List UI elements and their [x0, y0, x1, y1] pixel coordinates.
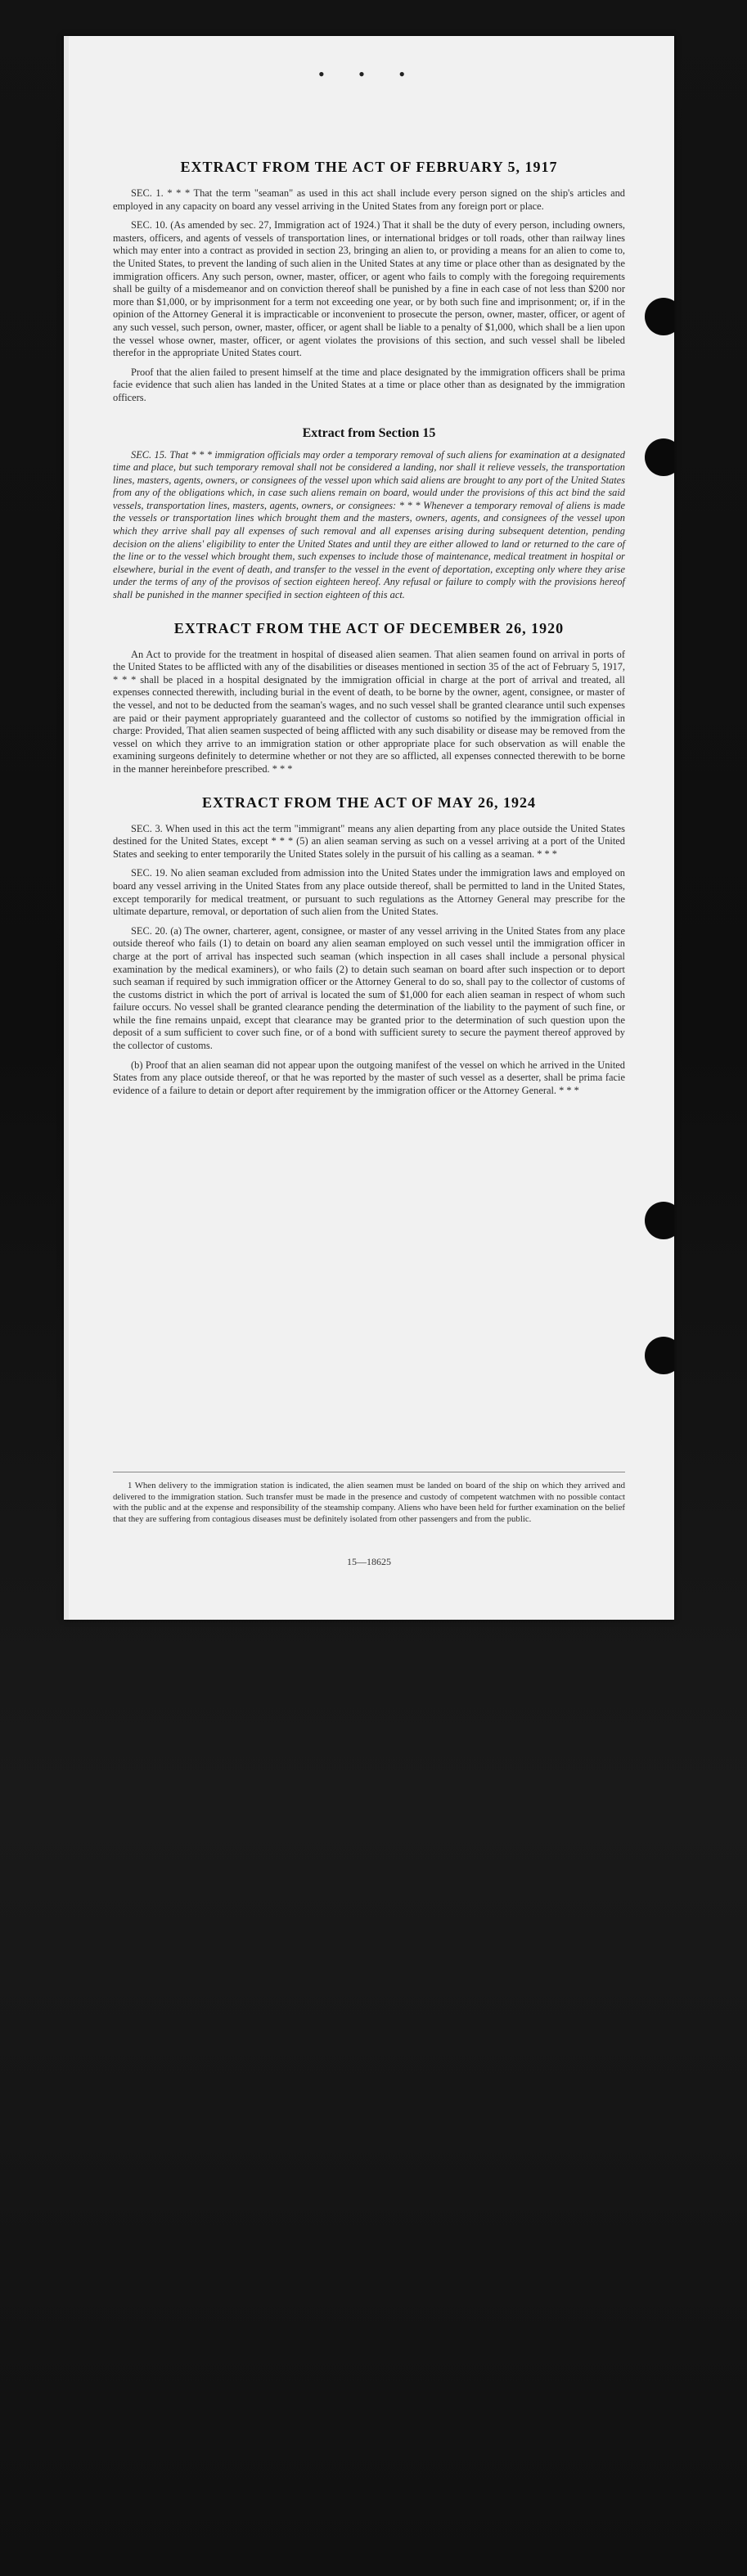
- page-number: 15—18625: [347, 1556, 391, 1567]
- paragraph-sec-10: SEC. 10. (As amended by sec. 27, Immigration act of 1924.) That it shall be the duty of every person, including owners, masters, officers, and agents of vessels of transportation lines, or international bridges or toll roads, other than railway lines which may enter into a contract as provided in section 23, bringing an alien to, or providing a means for an alien to come to, the United States, to prevent the landing of such alien in the United States at any time or place other than as designated by the immigration officers. Any such person, owner, master, officer, or agent who fails to comply with the foregoing requirements shall be guilty of a misdemeanor and on conviction thereof shall be punished by a fine in each case of not less than $200 nor more than $1,000, or by imprisonment for a term not exceeding one year, or by both such fine and imprisonment; or, if in the opinion of the Attorney General it is impracticable or inconvenient to prosecute the person, owner, master, officer, or agent of any such vessel, such person, owner, master, officer, or agent shall be liable to a penalty of $1,000, which shall be a lien upon the vessel whose owner, master, officer, or agent violates the provisions of this section, and such vessel shall be libeled therefor in the appropriate United States court.: [113, 219, 625, 359]
- paragraph-proof: Proof that the alien failed to present himself at the time and place designated by the immigration officers shall be prima facie evidence that such alien has landed in the United States at a time or place other than as designated by the immigration officers.: [113, 366, 625, 403]
- punch-hole: [645, 298, 674, 335]
- paragraph-sec-19: SEC. 19. No alien seaman excluded from admission into the United States under the immigration laws and employed on board any vessel arriving in the United States from any place outside thereof, shall be permitted to land in the United States, except temporarily for medical treatment, or pursuant to such regulations as the Attorney General may prescribe for the ultimate departure, removal, or deportation of such alien from the United States.: [113, 867, 625, 918]
- footnote-text: 1 When delivery to the immigration station is indicated, the alien seamen must be landed on board of the ship on which they arrived and delivered to the immigration station. Such transfer must be made in the presence and custody of competent watchmen with no possible contact with the public and at the expense and responsibility of the steamship company. Aliens who have been held for further examination on the belief that they are suffering from contagious diseases must be definitely isolated from other passengers and from the public.: [113, 1481, 625, 1524]
- paragraph-hospital-act: An Act to provide for the treatment in hospital of diseased alien seamen. That alien seamen found on arrival in ports of the United States to be afflicted with any of the disabilities or diseases mentioned in section 35 of the act of February 5, 1917, * * * shall be placed in a hospital designated by the immigration official in charge at the port of arrival and treated, all expenses connected therewith, including burial in the event of death, to be borne by the owner, agent, consignee, or master of the vessel, and not to be deducted from the seaman's wages, and no such vessel shall be granted clearance until such expenses are paid or their payment appropriately guaranteed and the collector of customs so notified by the immigration official in charge: Provided, That alien seamen suspected of being afflicted with any such disability or disease may be removed from the vessel on which they arrive to an immigration station or other appropriate place for such observation as will enable the examining surgeons definitely to determine whether or not they are so afflicted, all expenses connected therewith to be borne in the manner hereinbefore prescribed. * * *: [113, 648, 625, 775]
- punch-hole: [645, 1337, 674, 1374]
- paragraph-sec-1: SEC. 1. * * * That the term "seaman" as used in this act shall include every person signed on the ship's articles and employed in any capacity on board any vessel arriving in the United States from any foreign port or place.: [113, 187, 625, 212]
- header-dots: • • •: [317, 64, 421, 84]
- heading-act-may-1924: EXTRACT FROM THE ACT OF MAY 26, 1924: [201, 793, 537, 811]
- document-page: [64, 36, 674, 1620]
- heading-act-dec-1920: EXTRACT FROM THE ACT OF DECEMBER 26, 1920: [173, 619, 565, 636]
- paragraph-sec-20b: (b) Proof that an alien seaman did not appear upon the outgoing manifest of the vessel on which he arrived in the United States from any place outside thereof, or that he was reported by the master of such vessel as a deserter, shall be prima facie evidence of a failure to detain or deport after requirement by the immigration officer or the Attorney General. * * *: [113, 1059, 625, 1096]
- heading-section-15: Extract from Section 15: [302, 425, 436, 440]
- paragraph-sec-20a: SEC. 20. (a) The owner, charterer, agent, consignee, or master of any vessel arriving in the United States from any place outside thereof who fails (1) to detain on board any alien seaman employed on such vessel until the immigration officer in charge at the port of arrival has inspected such seaman (which inspection in all cases shall include a personal physical examination by the medical examiners), or who fails (2) to detain such seaman on board after such inspection or to deport such seaman if required by such immigration officer or the Attorney General to do so, shall pay to the collector of customs of the customs district in which the port of arrival is located the sum of $1,000 for each alien seaman in respect of whom such failure occurs. No vessel shall be granted clearance pending the determination of the liability to the payment of such fine, or while the fine remains unpaid, except that clearance may be granted prior to the determination of such question upon the deposit of a sum sufficient to cover such fine, or of a bond with sufficient surety to secure the payment thereof approved by the collector of customs.: [113, 924, 625, 1052]
- paragraph-sec-3: SEC. 3. When used in this act the term "immigrant" means any alien departing from any place outside the United States destined for the United States, except * * * (5) an alien seaman serving as such on a vessel arriving at a port of the United States and seeking to enter temporarily the United States solely in the pursuit of his calling as a seaman. * * *: [113, 822, 625, 860]
- punch-hole: [645, 438, 674, 476]
- page-edge: [64, 36, 69, 1620]
- document-body: [113, 159, 625, 1104]
- punch-hole: [645, 1202, 674, 1239]
- footnote: [113, 1472, 625, 1531]
- heading-act-feb-1917: EXTRACT FROM THE ACT OF FEBRUARY 5, 1917: [180, 159, 558, 175]
- paragraph-sec-15: SEC. 15. That * * * immigration officials may order a temporary removal of such aliens for examination at a designated time and place, but such temporary removal shall not be considered a landing, nor shall it relieve vessels, the transportation lines, masters, agents, owners, or consignees of the vessel upon which said aliens are brought to any port of the United States from any of the obligations which, in case such aliens remain on board, would under the provisions of this act bind the said vessels, transportation lines, masters, agents, owners, or consignees: * * * Whenever a temporary removal of aliens is made the vessels or transportation lines which brought them and the masters, owners, agents, and consignees of the vessel upon which they arrive shall pay all expenses of such removal and all expenses arising during subsequent detention, pending decision on the aliens' eligibility to enter the United States and until they are either allowed to land or returned to the care of the line or to the vessel which brought them, such expenses to include those of maintenance, medical treatment in hospital or elsewhere, burial in the event of death, and transfer to the vessel in the event of deportation, excepting only where they arise under the terms of any of the provisos of section eighteen hereof. Any refusal or failure to comply with the provisions hereof shall be punished in the manner specified in section eighteen of this act.: [113, 448, 625, 601]
